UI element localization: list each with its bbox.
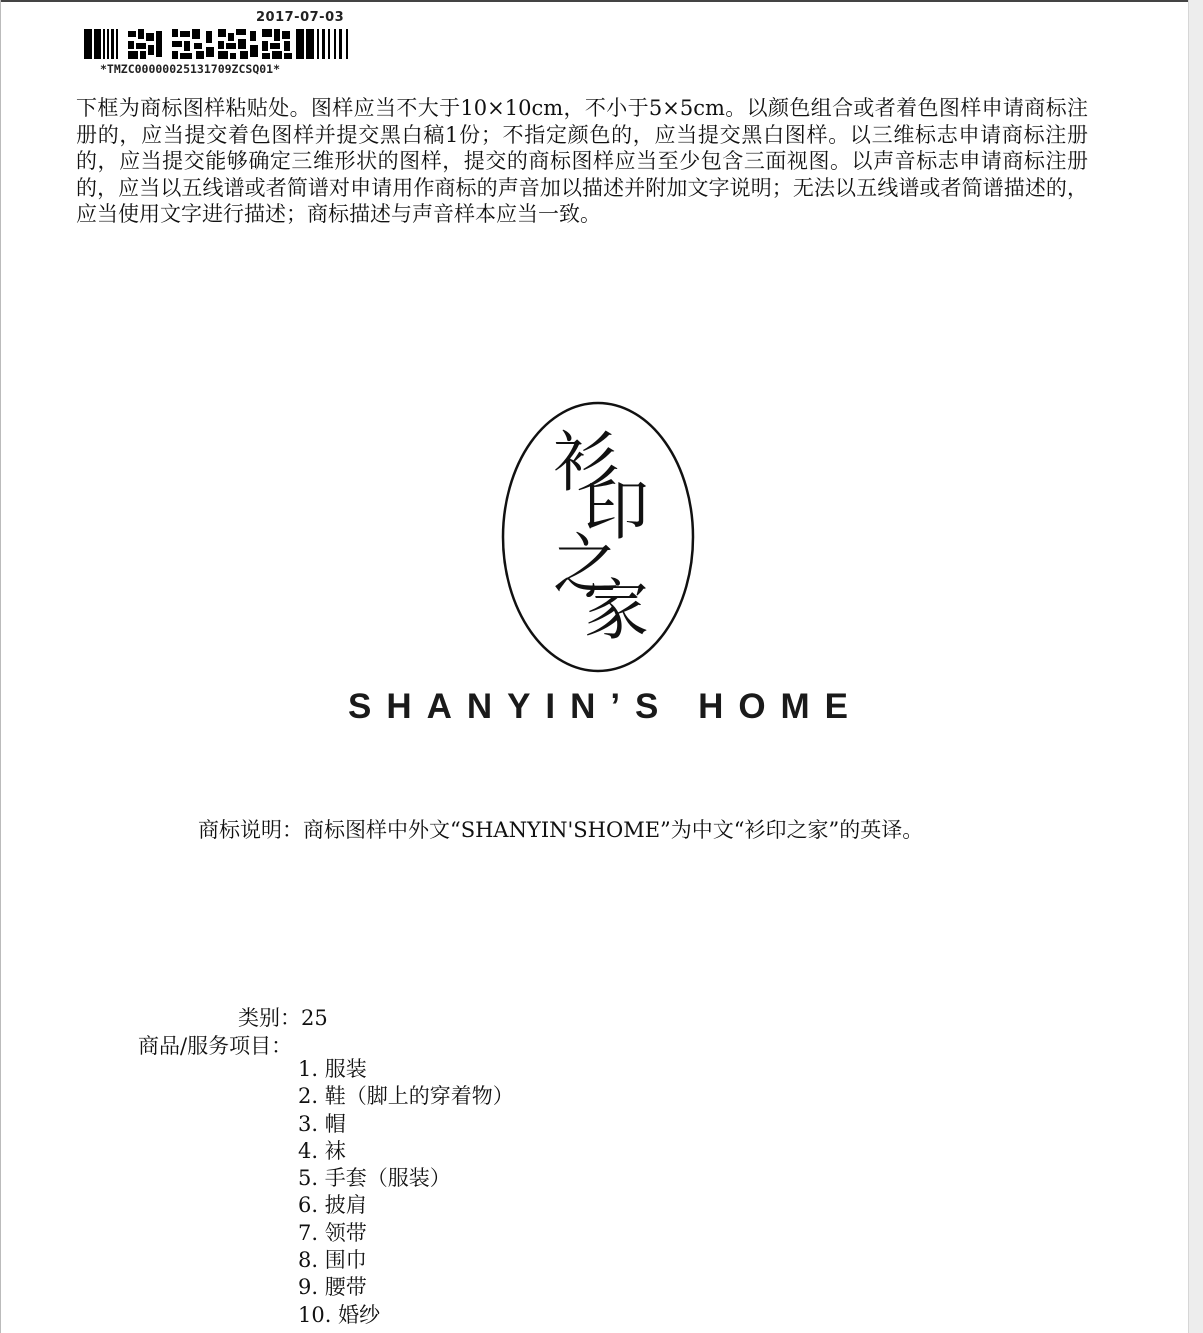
goods-item: 7. 领带 [298, 1220, 367, 1245]
goods-list [298, 1056, 514, 1329]
trademark-note: 商标说明：商标图样中外文“SHANYIN'SHOME”为中文“衫印之家”的英译。 [198, 818, 924, 842]
goods-item: 6. 披肩 [298, 1193, 367, 1218]
goods-item: 2. 鞋（脚上的穿着物） [298, 1084, 514, 1109]
barcode-image [84, 29, 352, 59]
instructions-text: 下框为商标图样粘贴处。图样应当不大于10×10cm，不小于5×5cm。以颜色组合或者着色图样申请商标注册的，应当提交着色图样并提交黑白稿1份；不指定颜色的，应当提交黑白图样。以三维标志申请商标注册的，应当提交能够确定三维形状的图样，提交的商标图样应当至少包含三面视图。以声音标志申请商标注册的，应当以五线谱或者简谱对申请用作商标的声音加以描述并附加文字说明；无法以五线谱或者简谱描述的，应当使用文字进行描述；商标描述与声音样本应当一致。 [76, 96, 1088, 226]
top-border [0, 0, 1203, 2]
goods-item: 5. 手套（服装） [298, 1166, 451, 1191]
goods-services-label: 商品/服务项目： [138, 1034, 293, 1058]
logo-english-text: SHANYIN’S HOME [348, 687, 848, 726]
scrollbar-track[interactable] [1188, 0, 1203, 1333]
logo-char: 衫 [553, 425, 619, 499]
goods-item: 4. 袜 [298, 1138, 346, 1163]
trademark-logo [340, 395, 860, 730]
logo-char: 之 [553, 527, 619, 601]
logo-char: 印 [583, 473, 649, 547]
logo-char: 家 [583, 573, 649, 647]
goods-item: 10. 婚纱 [298, 1302, 381, 1327]
goods-item: 9. 腰带 [298, 1275, 367, 1300]
goods-item: 8. 围巾 [298, 1248, 367, 1273]
category-label: 类别： [238, 1006, 301, 1030]
category-line [238, 1002, 328, 1032]
barcode-number: *TMZC00000025131709ZCSQ01* [100, 62, 281, 76]
goods-item: 1. 服装 [298, 1057, 367, 1081]
barcode-date: 2017-07-03 [256, 10, 345, 25]
goods-item: 3. 帽 [298, 1111, 346, 1136]
category-value: 25 [301, 1006, 328, 1030]
left-border [0, 0, 1, 1333]
